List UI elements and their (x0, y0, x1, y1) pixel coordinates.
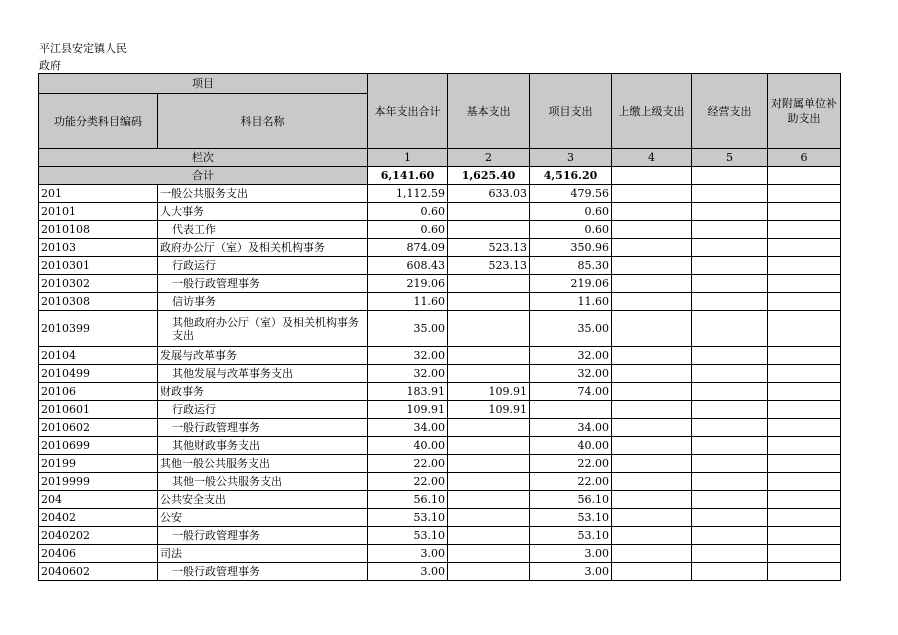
row-operation (692, 473, 768, 491)
row-subsidy (768, 563, 841, 581)
header-n4: 4 (612, 149, 692, 167)
row-operation (692, 419, 768, 437)
row-name: 行政运行 (158, 401, 368, 419)
row-operation (692, 491, 768, 509)
row-code: 20101 (39, 203, 158, 221)
row-code: 20406 (39, 545, 158, 563)
row-total: 608.43 (368, 257, 448, 275)
row-upper (612, 311, 692, 347)
row-total: 53.10 (368, 527, 448, 545)
row-subsidy (768, 293, 841, 311)
header-operation: 经营支出 (692, 74, 768, 149)
row-project: 34.00 (530, 419, 612, 437)
row-total: 32.00 (368, 365, 448, 383)
table-row (39, 473, 841, 491)
row-total: 22.00 (368, 473, 448, 491)
row-subsidy (768, 455, 841, 473)
header-n5: 5 (692, 149, 768, 167)
row-name: 一般行政管理事务 (158, 419, 368, 437)
row-code: 2010601 (39, 401, 158, 419)
row-upper (612, 473, 692, 491)
row-upper (612, 185, 692, 203)
total-project: 4,516.20 (530, 167, 612, 185)
row-code: 201 (39, 185, 158, 203)
row-upper (612, 509, 692, 527)
row-code: 2019999 (39, 473, 158, 491)
row-basic (448, 365, 530, 383)
row-total: 32.00 (368, 347, 448, 365)
row-project: 22.00 (530, 455, 612, 473)
row-upper (612, 419, 692, 437)
row-name: 其他政府办公厅（室）及相关机构事务支出 (158, 311, 368, 347)
row-name: 司法 (158, 545, 368, 563)
header-subsidy: 对附属单位补助支出 (768, 74, 841, 149)
row-subsidy (768, 347, 841, 365)
total-upper (612, 167, 692, 185)
row-name: 一般公共服务支出 (158, 185, 368, 203)
row-code: 2010399 (39, 311, 158, 347)
row-operation (692, 275, 768, 293)
report-title-line1: 平江县安定镇人民 (39, 42, 127, 55)
table-row (39, 509, 841, 527)
row-operation (692, 257, 768, 275)
row-basic (448, 455, 530, 473)
row-basic: 633.03 (448, 185, 530, 203)
row-subsidy (768, 203, 841, 221)
row-basic (448, 275, 530, 293)
row-project: 35.00 (530, 311, 612, 347)
row-basic (448, 203, 530, 221)
header-row-project (39, 74, 841, 94)
row-project: 479.56 (530, 185, 612, 203)
row-code: 2040602 (39, 563, 158, 581)
row-subsidy (768, 185, 841, 203)
row-upper (612, 347, 692, 365)
row-upper (612, 221, 692, 239)
row-operation (692, 455, 768, 473)
row-total: 219.06 (368, 275, 448, 293)
total-label: 合计 (39, 167, 368, 185)
row-upper (612, 365, 692, 383)
row-code: 20103 (39, 239, 158, 257)
row-name: 人大事务 (158, 203, 368, 221)
header-total: 本年支出合计 (368, 74, 448, 149)
row-basic (448, 545, 530, 563)
row-project: 85.30 (530, 257, 612, 275)
row-name: 一般行政管理事务 (158, 275, 368, 293)
row-basic (448, 347, 530, 365)
row-code: 20104 (39, 347, 158, 365)
row-basic (448, 473, 530, 491)
row-basic (448, 509, 530, 527)
row-name: 行政运行 (158, 257, 368, 275)
row-upper (612, 383, 692, 401)
row-total: 34.00 (368, 419, 448, 437)
row-total: 1,112.59 (368, 185, 448, 203)
header-basic: 基本支出 (448, 74, 530, 149)
row-total: 53.10 (368, 509, 448, 527)
table-row (39, 275, 841, 293)
row-basic (448, 221, 530, 239)
row-upper (612, 527, 692, 545)
table-row (39, 257, 841, 275)
row-project: 74.00 (530, 383, 612, 401)
row-project: 3.00 (530, 545, 612, 563)
row-total: 11.60 (368, 293, 448, 311)
header-code: 功能分类科目编码 (39, 94, 158, 149)
row-project: 40.00 (530, 437, 612, 455)
row-name: 其他一般公共服务支出 (158, 473, 368, 491)
header-lanci: 栏次 (39, 149, 368, 167)
row-name: 政府办公厅（室）及相关机构事务 (158, 239, 368, 257)
row-subsidy (768, 419, 841, 437)
row-subsidy (768, 491, 841, 509)
row-operation (692, 437, 768, 455)
row-upper (612, 545, 692, 563)
row-operation (692, 365, 768, 383)
row-name: 公共安全支出 (158, 491, 368, 509)
total-subsidy (768, 167, 841, 185)
row-upper (612, 257, 692, 275)
row-basic: 523.13 (448, 257, 530, 275)
row-subsidy (768, 257, 841, 275)
row-operation (692, 239, 768, 257)
table-row (39, 401, 841, 419)
row-operation (692, 545, 768, 563)
expenditure-table (38, 73, 841, 581)
row-name: 其他一般公共服务支出 (158, 455, 368, 473)
table-row (39, 383, 841, 401)
row-total: 874.09 (368, 239, 448, 257)
header-n6: 6 (768, 149, 841, 167)
row-total: 3.00 (368, 563, 448, 581)
row-project: 53.10 (530, 527, 612, 545)
row-subsidy (768, 437, 841, 455)
row-total: 0.60 (368, 221, 448, 239)
row-code: 2010602 (39, 419, 158, 437)
row-operation (692, 221, 768, 239)
row-subsidy (768, 545, 841, 563)
row-code: 2010499 (39, 365, 158, 383)
table-row (39, 347, 841, 365)
total-total: 6,141.60 (368, 167, 448, 185)
table-row (39, 203, 841, 221)
table-row (39, 239, 841, 257)
row-name: 代表工作 (158, 221, 368, 239)
row-upper (612, 455, 692, 473)
row-name: 其他财政事务支出 (158, 437, 368, 455)
row-total: 109.91 (368, 401, 448, 419)
row-subsidy (768, 365, 841, 383)
row-code: 2040202 (39, 527, 158, 545)
row-project: 11.60 (530, 293, 612, 311)
row-name: 发展与改革事务 (158, 347, 368, 365)
row-name: 一般行政管理事务 (158, 563, 368, 581)
row-project: 0.60 (530, 221, 612, 239)
row-basic (448, 491, 530, 509)
row-operation (692, 185, 768, 203)
row-total: 183.91 (368, 383, 448, 401)
row-operation (692, 509, 768, 527)
total-row (39, 167, 841, 185)
row-project: 56.10 (530, 491, 612, 509)
table-row (39, 563, 841, 581)
row-operation (692, 293, 768, 311)
row-basic: 523.13 (448, 239, 530, 257)
row-total: 0.60 (368, 203, 448, 221)
row-basic (448, 527, 530, 545)
row-code: 2010699 (39, 437, 158, 455)
header-n2: 2 (448, 149, 530, 167)
row-operation (692, 401, 768, 419)
row-basic: 109.91 (448, 383, 530, 401)
row-name: 财政事务 (158, 383, 368, 401)
header-name: 科目名称 (158, 94, 368, 149)
row-code: 2010302 (39, 275, 158, 293)
table-row (39, 545, 841, 563)
table-row (39, 419, 841, 437)
header-row-lanci (39, 149, 841, 167)
row-code: 20106 (39, 383, 158, 401)
table-row (39, 455, 841, 473)
row-upper (612, 401, 692, 419)
header-upper: 上缴上级支出 (612, 74, 692, 149)
row-operation (692, 563, 768, 581)
row-operation (692, 347, 768, 365)
header-project: 项目 (39, 74, 368, 94)
row-project: 3.00 (530, 563, 612, 581)
table-row (39, 365, 841, 383)
row-code: 2010108 (39, 221, 158, 239)
row-upper (612, 239, 692, 257)
row-upper (612, 437, 692, 455)
row-subsidy (768, 401, 841, 419)
row-subsidy (768, 239, 841, 257)
row-code: 204 (39, 491, 158, 509)
row-project: 0.60 (530, 203, 612, 221)
header-project-exp: 项目支出 (530, 74, 612, 149)
row-basic: 109.91 (448, 401, 530, 419)
row-code: 2010308 (39, 293, 158, 311)
total-operation (692, 167, 768, 185)
row-project: 32.00 (530, 347, 612, 365)
row-project: 32.00 (530, 365, 612, 383)
row-name: 公安 (158, 509, 368, 527)
table-row (39, 437, 841, 455)
row-upper (612, 203, 692, 221)
row-operation (692, 203, 768, 221)
row-project (530, 401, 612, 419)
row-project: 350.96 (530, 239, 612, 257)
row-name: 一般行政管理事务 (158, 527, 368, 545)
row-total: 56.10 (368, 491, 448, 509)
row-subsidy (768, 311, 841, 347)
table-row (39, 491, 841, 509)
row-name: 其他发展与改革事务支出 (158, 365, 368, 383)
row-basic (448, 563, 530, 581)
row-code: 20199 (39, 455, 158, 473)
row-project: 22.00 (530, 473, 612, 491)
row-operation (692, 383, 768, 401)
row-upper (612, 491, 692, 509)
table-row (39, 221, 841, 239)
row-project: 53.10 (530, 509, 612, 527)
row-subsidy (768, 221, 841, 239)
header-n3: 3 (530, 149, 612, 167)
row-total: 3.00 (368, 545, 448, 563)
header-n1: 1 (368, 149, 448, 167)
total-basic: 1,625.40 (448, 167, 530, 185)
row-code: 20402 (39, 509, 158, 527)
table-row (39, 293, 841, 311)
row-basic (448, 293, 530, 311)
table-row (39, 185, 841, 203)
row-basic (448, 311, 530, 347)
table-row (39, 311, 841, 347)
row-upper (612, 563, 692, 581)
row-total: 35.00 (368, 311, 448, 347)
row-basic (448, 437, 530, 455)
row-basic (448, 419, 530, 437)
row-total: 40.00 (368, 437, 448, 455)
row-subsidy (768, 527, 841, 545)
report-title-line2: 政府 (39, 59, 61, 72)
row-total: 22.00 (368, 455, 448, 473)
row-operation (692, 527, 768, 545)
row-subsidy (768, 473, 841, 491)
row-upper (612, 275, 692, 293)
row-project: 219.06 (530, 275, 612, 293)
row-code: 2010301 (39, 257, 158, 275)
row-operation (692, 311, 768, 347)
row-name: 信访事务 (158, 293, 368, 311)
row-upper (612, 293, 692, 311)
table-row (39, 527, 841, 545)
row-subsidy (768, 383, 841, 401)
row-subsidy (768, 275, 841, 293)
row-subsidy (768, 509, 841, 527)
